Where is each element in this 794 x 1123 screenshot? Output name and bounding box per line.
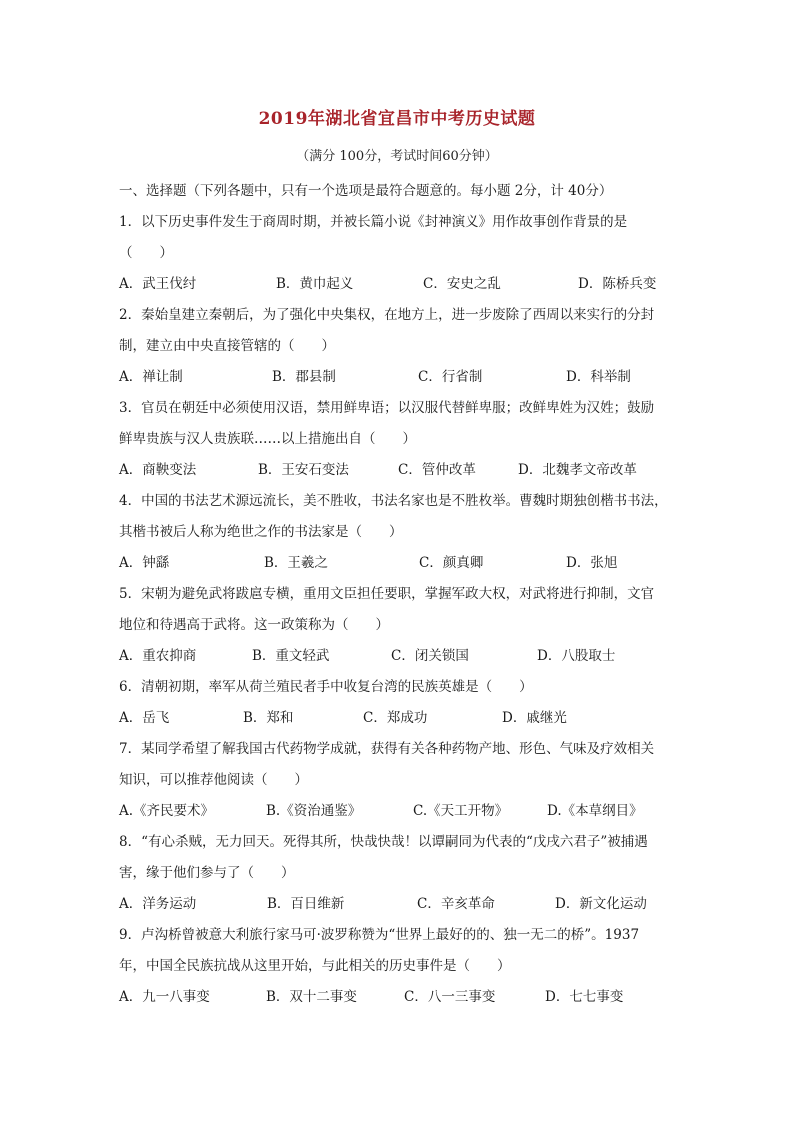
question-6 — [119, 672, 679, 734]
question-text: 7．某同学希望了解我国古代药物学成就，获得有关各种药物产地、形色、气味及疗效相关 — [119, 741, 655, 757]
question-text: 3．官员在朝廷中必须使用汉语，禁用鲜卑语；以汉服代替鲜卑服；改鲜卑姓为汉姓；鼓励 — [119, 400, 655, 416]
question-9 — [119, 920, 679, 1013]
question-text: 1．以下历史事件发生于商周时期，并被长篇小说《封神演义》用作故事创作背景的是 — [119, 214, 628, 230]
option-c: C.《天工开物》 — [413, 803, 509, 819]
options-row — [119, 269, 679, 300]
question-text: 8．“有心杀贼，无力回天。死得其所，快哉快哉！以谭嗣同为代表的“戊戌六君子”被捕遇 — [119, 834, 648, 850]
question-text: 4．中国的书法艺术源远流长，美不胜收，书法名家也是不胜枚举。曹魏时期独创楷书书法， — [119, 493, 668, 509]
question-5 — [119, 579, 679, 672]
options-row — [119, 703, 679, 734]
option-c: C．八一三事变 — [404, 989, 496, 1005]
question-text: 地位和待遇高于武将。这一政策称为（ ） — [119, 617, 389, 633]
options-row — [119, 796, 679, 827]
page-subtitle: （满分 100分，考试时间60分钟） — [296, 149, 498, 164]
option-c: C．颜真卿 — [419, 555, 484, 571]
options-row — [119, 548, 679, 579]
option-c: C．郑成功 — [363, 710, 428, 726]
option-a: A．禅让制 — [119, 369, 183, 385]
page-title: 2019年湖北省宜昌市中考历史试题 — [258, 109, 536, 129]
option-b: B.《资治通鉴》 — [266, 803, 362, 819]
question-8 — [119, 827, 679, 920]
option-a: A．商鞅变法 — [119, 462, 197, 478]
question-text: 2．秦始皇建立秦朝后，为了强化中央集权，在地方上，进一步废除了西周以来实行的分封 — [119, 307, 655, 323]
question-4 — [119, 486, 679, 579]
option-c: C．辛亥革命 — [417, 896, 495, 912]
option-b: B．王安石变法 — [258, 462, 349, 478]
option-d: D．七七事变 — [545, 989, 624, 1005]
options-row — [119, 362, 679, 393]
options-row — [119, 641, 679, 672]
question-1 — [119, 207, 679, 300]
question-text: 9．卢沟桥曾被意大利旅行家马可·波罗称赞为“世界上最好的的、独一无二的桥”。1937 — [119, 927, 640, 943]
question-text: 其楷书被后人称为绝世之作的书法家是（ ） — [119, 524, 403, 540]
question-text: 知识，可以推荐他阅读（ ） — [119, 772, 308, 788]
option-d: D．北魏孝文帝改革 — [518, 462, 637, 478]
option-a: A．九一八事变 — [119, 989, 210, 1005]
question-2 — [119, 300, 679, 393]
option-b: B．黄巾起义 — [276, 276, 354, 292]
option-d: D．八股取士 — [537, 648, 616, 664]
option-b: B．郡县制 — [272, 369, 336, 385]
option-a: A．洋务运动 — [119, 896, 197, 912]
question-text: 5．宋朝为避免武将跋扈专横，重用文臣担任要职，掌握军政大权，对武将进行抑制，文官 — [119, 586, 655, 602]
option-c: C．行省制 — [418, 369, 483, 385]
option-d: D.《本草纲目》 — [547, 803, 643, 819]
option-b: B．百日维新 — [267, 896, 345, 912]
exam-content — [119, 176, 679, 1013]
option-a: A．钟繇 — [119, 555, 170, 571]
option-a: A．重农抑商 — [119, 648, 197, 664]
question-3 — [119, 393, 679, 486]
option-a: A．岳飞 — [119, 710, 170, 726]
options-row — [119, 455, 679, 486]
question-text: 6．清朝初期，率军从荷兰殖民者手中收复台湾的民族英雄是（ ） — [119, 679, 533, 695]
question-text: 鲜卑贵族与汉人贵族联……以上措施出自（ ） — [119, 431, 416, 447]
option-b: B．重文轻武 — [252, 648, 330, 664]
options-row — [119, 982, 679, 1013]
question-7 — [119, 734, 679, 827]
question-text: （ ） — [119, 245, 173, 261]
question-text: 害，缘于他们参与了（ ） — [119, 865, 295, 881]
option-d: D．戚继光 — [502, 710, 567, 726]
question-text: 制，建立由中央直接管辖的（ ） — [119, 338, 335, 354]
option-a: A.《齐民要术》 — [119, 803, 215, 819]
option-b: B．郑和 — [243, 710, 294, 726]
option-a: A．武王伐纣 — [119, 276, 197, 292]
option-d: D．新文化运动 — [555, 896, 647, 912]
option-c: C．管仲改革 — [398, 462, 476, 478]
option-d: D．陈桥兵变 — [578, 276, 657, 292]
option-c: C．闭关锁国 — [391, 648, 469, 664]
option-b: B．王羲之 — [264, 555, 328, 571]
option-c: C．安史之乱 — [423, 276, 501, 292]
question-text: 年，中国全民族抗战从这里开始，与此相关的历史事件是（ ） — [119, 958, 511, 974]
option-d: D．张旭 — [566, 555, 618, 571]
option-d: D．科举制 — [566, 369, 631, 385]
options-row — [119, 889, 679, 920]
option-b: B．双十二事变 — [266, 989, 357, 1005]
section-heading: 一、选择题（下列各题中，只有一个选项是最符合题意的。每小题 2分，计 40分） — [119, 183, 613, 199]
